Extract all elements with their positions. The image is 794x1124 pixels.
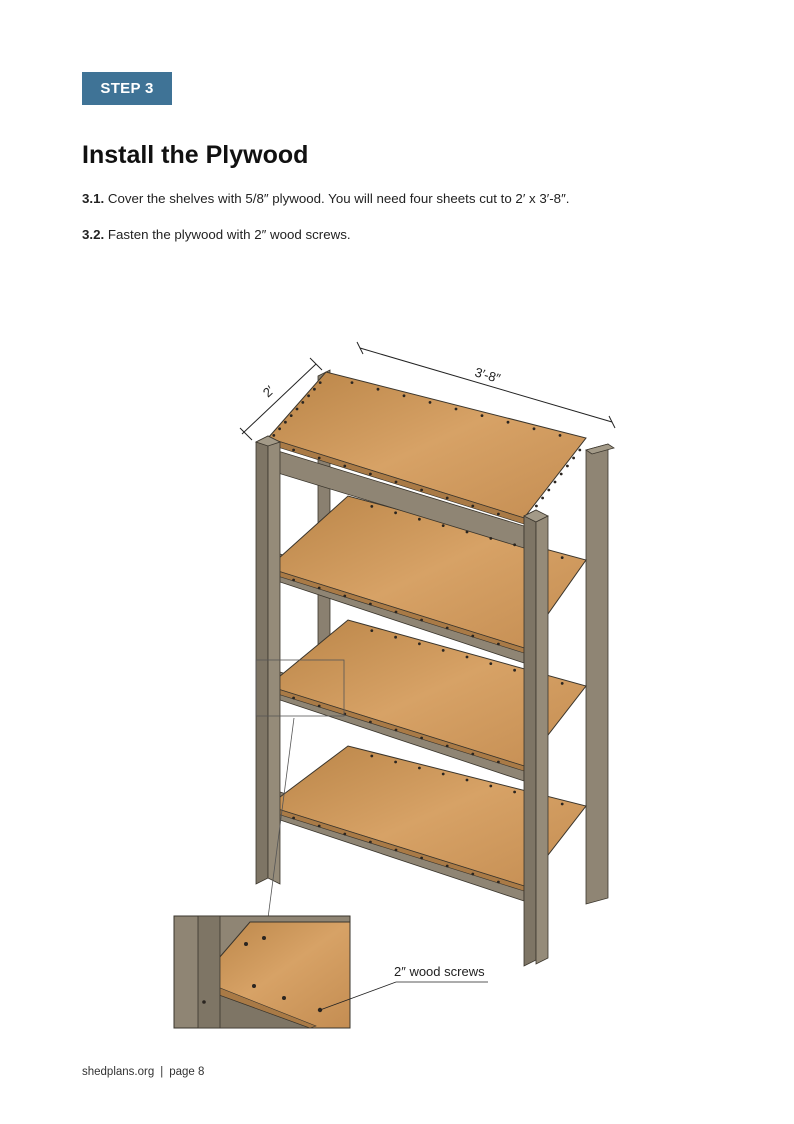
screw-hole <box>369 473 372 476</box>
screw-hole <box>395 729 398 732</box>
screw-hole <box>318 457 321 460</box>
screw-hole <box>442 649 445 652</box>
screw-hole <box>369 721 372 724</box>
screw-hole <box>420 737 423 740</box>
footer-page: page 8 <box>169 1066 205 1078</box>
screw-hole <box>572 457 575 460</box>
screw-hole <box>369 841 372 844</box>
screw-hole <box>471 753 474 756</box>
screw-hole <box>343 595 346 598</box>
screw-hole <box>471 635 474 638</box>
screw-hole <box>296 408 299 411</box>
screw-hole <box>318 705 321 708</box>
screw-hole <box>471 505 474 508</box>
screw-hole <box>560 473 563 476</box>
screw-hole <box>377 388 380 391</box>
screw-hole <box>466 531 469 534</box>
screw-hole <box>489 662 492 665</box>
instruction-text: Fasten the plywood with 2″ wood screws. <box>107 227 351 242</box>
screw-hole <box>284 421 287 424</box>
screw-hole <box>497 643 500 646</box>
screw-hole <box>554 481 557 484</box>
screw-hole <box>307 394 310 397</box>
screw-hole <box>313 388 316 391</box>
screw-hole <box>466 656 469 659</box>
screw-callout-label: 2″ wood screws <box>394 964 485 979</box>
screw-hole <box>343 833 346 836</box>
screw-hole <box>292 579 295 582</box>
instruction-number: 3.2. <box>82 227 105 242</box>
screw-hole <box>547 489 550 492</box>
screw-hole <box>370 629 373 632</box>
screw-hole <box>513 791 516 794</box>
screw-hole <box>418 518 421 521</box>
screw-hole <box>561 803 564 806</box>
screw-hole <box>278 427 281 430</box>
screw-hole <box>481 414 484 417</box>
screw-hole <box>535 505 538 508</box>
screw-hole <box>471 873 474 876</box>
instruction-text: Cover the shelves with 5/8″ plywood. You will need four sheets cut to 2′ x 3′-8″. <box>107 191 570 206</box>
screw-hole <box>513 543 516 546</box>
instruction-3-2 <box>82 227 351 242</box>
screw-hole <box>418 767 421 770</box>
shelving-unit-illustration <box>170 338 640 1038</box>
screw-hole <box>395 611 398 614</box>
screw-hole <box>561 556 564 559</box>
instruction-3-1 <box>82 191 569 206</box>
screw-hole <box>351 381 354 384</box>
screw-hole <box>513 669 516 672</box>
screw-hole <box>497 881 500 884</box>
screw-hole <box>446 497 449 500</box>
screw-hole <box>497 513 500 516</box>
back-right-post <box>586 444 614 904</box>
page-title: Install the Plywood <box>82 141 309 169</box>
page-footer: shedplans.org | page 8 <box>82 1066 205 1078</box>
screw-hole <box>292 449 295 452</box>
screw-hole <box>318 825 321 828</box>
screw-hole <box>541 497 544 500</box>
screw-hole <box>318 587 321 590</box>
screw-hole <box>507 421 510 424</box>
screw-hole <box>489 785 492 788</box>
instruction-number: 3.1. <box>82 191 105 206</box>
screw-hole <box>394 761 397 764</box>
footer-site: shedplans.org <box>82 1066 155 1078</box>
screw-hole <box>369 603 372 606</box>
step-badge: STEP 3 <box>82 72 172 105</box>
screw-hole <box>394 636 397 639</box>
screw-hole <box>343 465 346 468</box>
dimension-width-label: 3′-8″ <box>473 364 503 387</box>
screw-hole <box>272 434 275 437</box>
screw-hole <box>446 865 449 868</box>
screw-hole <box>370 505 373 508</box>
screw-hole <box>489 537 492 540</box>
screw-hole <box>395 481 398 484</box>
screw-hole <box>292 697 295 700</box>
screw-hole <box>578 449 581 452</box>
screw-hole <box>455 408 458 411</box>
screw-hole <box>420 489 423 492</box>
screw-hole <box>446 745 449 748</box>
screw-hole <box>533 427 536 430</box>
screw-hole <box>446 627 449 630</box>
screw-hole <box>292 817 295 820</box>
screw-hole <box>370 755 373 758</box>
screw-hole <box>319 381 322 384</box>
screw-hole <box>559 434 562 437</box>
screw-hole <box>497 761 500 764</box>
screw-hole <box>420 619 423 622</box>
dimension-depth-label: 2′ <box>259 382 278 401</box>
screw-hole <box>466 779 469 782</box>
screw-hole <box>561 682 564 685</box>
screw-hole <box>395 849 398 852</box>
screw-hole <box>442 524 445 527</box>
screw-hole <box>403 394 406 397</box>
screw-hole <box>442 773 445 776</box>
screw-hole <box>566 465 569 468</box>
screw-hole <box>290 414 293 417</box>
screw-hole <box>429 401 432 404</box>
front-right-post <box>524 510 548 966</box>
screw-hole <box>394 511 397 514</box>
screw-hole <box>418 642 421 645</box>
screw-hole <box>301 401 304 404</box>
screw-hole <box>420 857 423 860</box>
